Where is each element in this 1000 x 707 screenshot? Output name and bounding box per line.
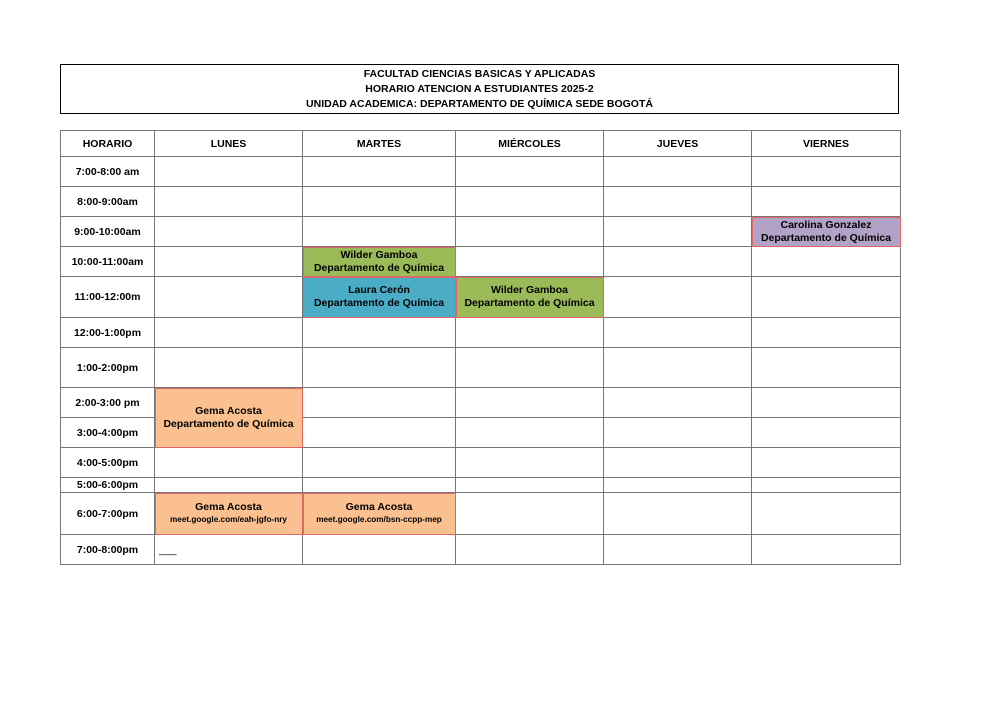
empty-cell [604,478,752,493]
header-row [61,131,901,157]
appointment-detail: Departamento de Química [163,417,294,430]
appointment-block-martes-18 [303,493,456,535]
table-row [61,478,901,493]
time-cell: 1:00-2:00pm [61,348,155,388]
time-cell: 8:00-9:00am [61,187,155,217]
empty-cell [456,217,604,247]
meet-link[interactable]: meet.google.com/eah-jgfo-nry [170,515,287,524]
empty-cell [604,388,752,418]
table-row [61,493,901,535]
appointment-block-martes-10 [303,247,456,277]
empty-cell [456,478,604,493]
appointment-detail: Departamento de Química [464,297,595,309]
empty-cell [456,318,604,348]
appointment-block-viernes-9 [752,217,901,247]
appointment-name: Carolina Gonzalez [780,218,872,231]
time-cell: 11:00-12:00m [61,277,155,318]
empty-cell [604,187,752,217]
empty-cell [456,157,604,187]
empty-cell [752,247,901,277]
empty-cell [303,217,456,247]
appointment-block-lunes-14 [155,388,303,448]
empty-cell [303,318,456,348]
appointment-detail: Departamento de Química [313,297,445,309]
empty-cell [155,478,303,493]
empty-cell [456,348,604,388]
table-row [61,217,901,247]
empty-cell [303,478,456,493]
table-row [61,187,901,217]
empty-cell [456,187,604,217]
empty-cell [155,348,303,388]
empty-cell [604,247,752,277]
empty-cell [303,187,456,217]
time-cell: 7:00-8:00pm [61,535,155,565]
empty-cell [303,535,456,565]
meet-link[interactable]: meet.google.com/bsn-ccpp-mep [316,515,442,524]
appointment-name: Gema Acosta [345,501,413,513]
table-row [61,388,901,418]
empty-cell [604,217,752,247]
appointment-name: Wilder Gamboa [340,248,418,261]
appointment-name: Wilder Gamboa [491,284,568,296]
table-row [61,277,901,318]
time-cell: 9:00-10:00am [61,217,155,247]
table-row [61,318,901,348]
empty-cell [456,247,604,277]
empty-cell [752,535,901,565]
empty-cell [752,187,901,217]
empty-cell [604,493,752,535]
empty-cell [155,187,303,217]
empty-cell [752,493,901,535]
table-row [61,348,901,388]
empty-cell [155,157,303,187]
empty-cell [155,277,303,318]
empty-cell [752,318,901,348]
time-cell: 10:00-11:00am [61,247,155,277]
table-row [61,448,901,478]
time-cell: 6:00-7:00pm [61,493,155,535]
empty-cell [155,318,303,348]
time-cell: 5:00-6:00pm [61,478,155,493]
table-row [61,535,901,565]
empty-cell [604,277,752,318]
empty-cell [604,418,752,448]
appointment-detail: Departamento de Química [313,261,445,274]
empty-cell [456,535,604,565]
time-cell: 3:00-4:00pm [61,418,155,448]
schedule-table [60,130,901,565]
empty-cell [604,318,752,348]
appointment-block-lunes-18 [155,493,303,535]
appointment-name: Gema Acosta [195,404,262,417]
appointment-name: Laura Cerón [348,284,410,296]
appointment-block-martes-11 [303,277,456,318]
empty-cell [752,448,901,478]
header-line-schedule-title: HORARIO ATENCION A ESTUDIANTES 2025-2 [365,82,594,95]
empty-cell [303,157,456,187]
appointment-name: Gema Acosta [195,501,262,513]
empty-cell [752,478,901,493]
placeholder-mark: ___ [159,543,177,556]
empty-cell [155,448,303,478]
time-cell: 2:00-3:00 pm [61,388,155,418]
col-header-jueves: JUEVES [604,131,752,157]
time-cell: 4:00-5:00pm [61,448,155,478]
header-line-academic-unit: UNIDAD ACADEMICA: DEPARTAMENTO DE QUÍMICA SEDE BOGOTÁ [306,97,653,110]
lunes-19-cell [155,535,303,565]
empty-cell [303,388,456,418]
empty-cell [604,535,752,565]
empty-cell [303,348,456,388]
time-cell: 12:00-1:00pm [61,318,155,348]
time-cell: 7:00-8:00 am [61,157,155,187]
col-header-horario: HORARIO [61,131,155,157]
empty-cell [752,157,901,187]
empty-cell [604,448,752,478]
col-header-lunes: LUNES [155,131,303,157]
col-header-miercoles: MIÉRCOLES [456,131,604,157]
col-header-viernes: VIERNES [752,131,901,157]
appointment-detail: Departamento de Química [760,231,892,244]
empty-cell [155,217,303,247]
empty-cell [752,418,901,448]
empty-cell [303,418,456,448]
empty-cell [155,247,303,277]
table-row [61,247,901,277]
col-header-martes: MARTES [303,131,456,157]
empty-cell [456,448,604,478]
header-line-faculty: FACULTAD CIENCIAS BASICAS Y APLICADAS [363,67,596,80]
empty-cell [456,493,604,535]
table-row [61,157,901,187]
empty-cell [604,348,752,388]
empty-cell [456,388,604,418]
empty-cell [456,418,604,448]
empty-cell [752,388,901,418]
empty-cell [604,157,752,187]
empty-cell [303,448,456,478]
empty-cell [752,277,901,318]
header-box [60,64,899,114]
appointment-block-miercoles-11 [456,277,604,318]
empty-cell [752,348,901,388]
